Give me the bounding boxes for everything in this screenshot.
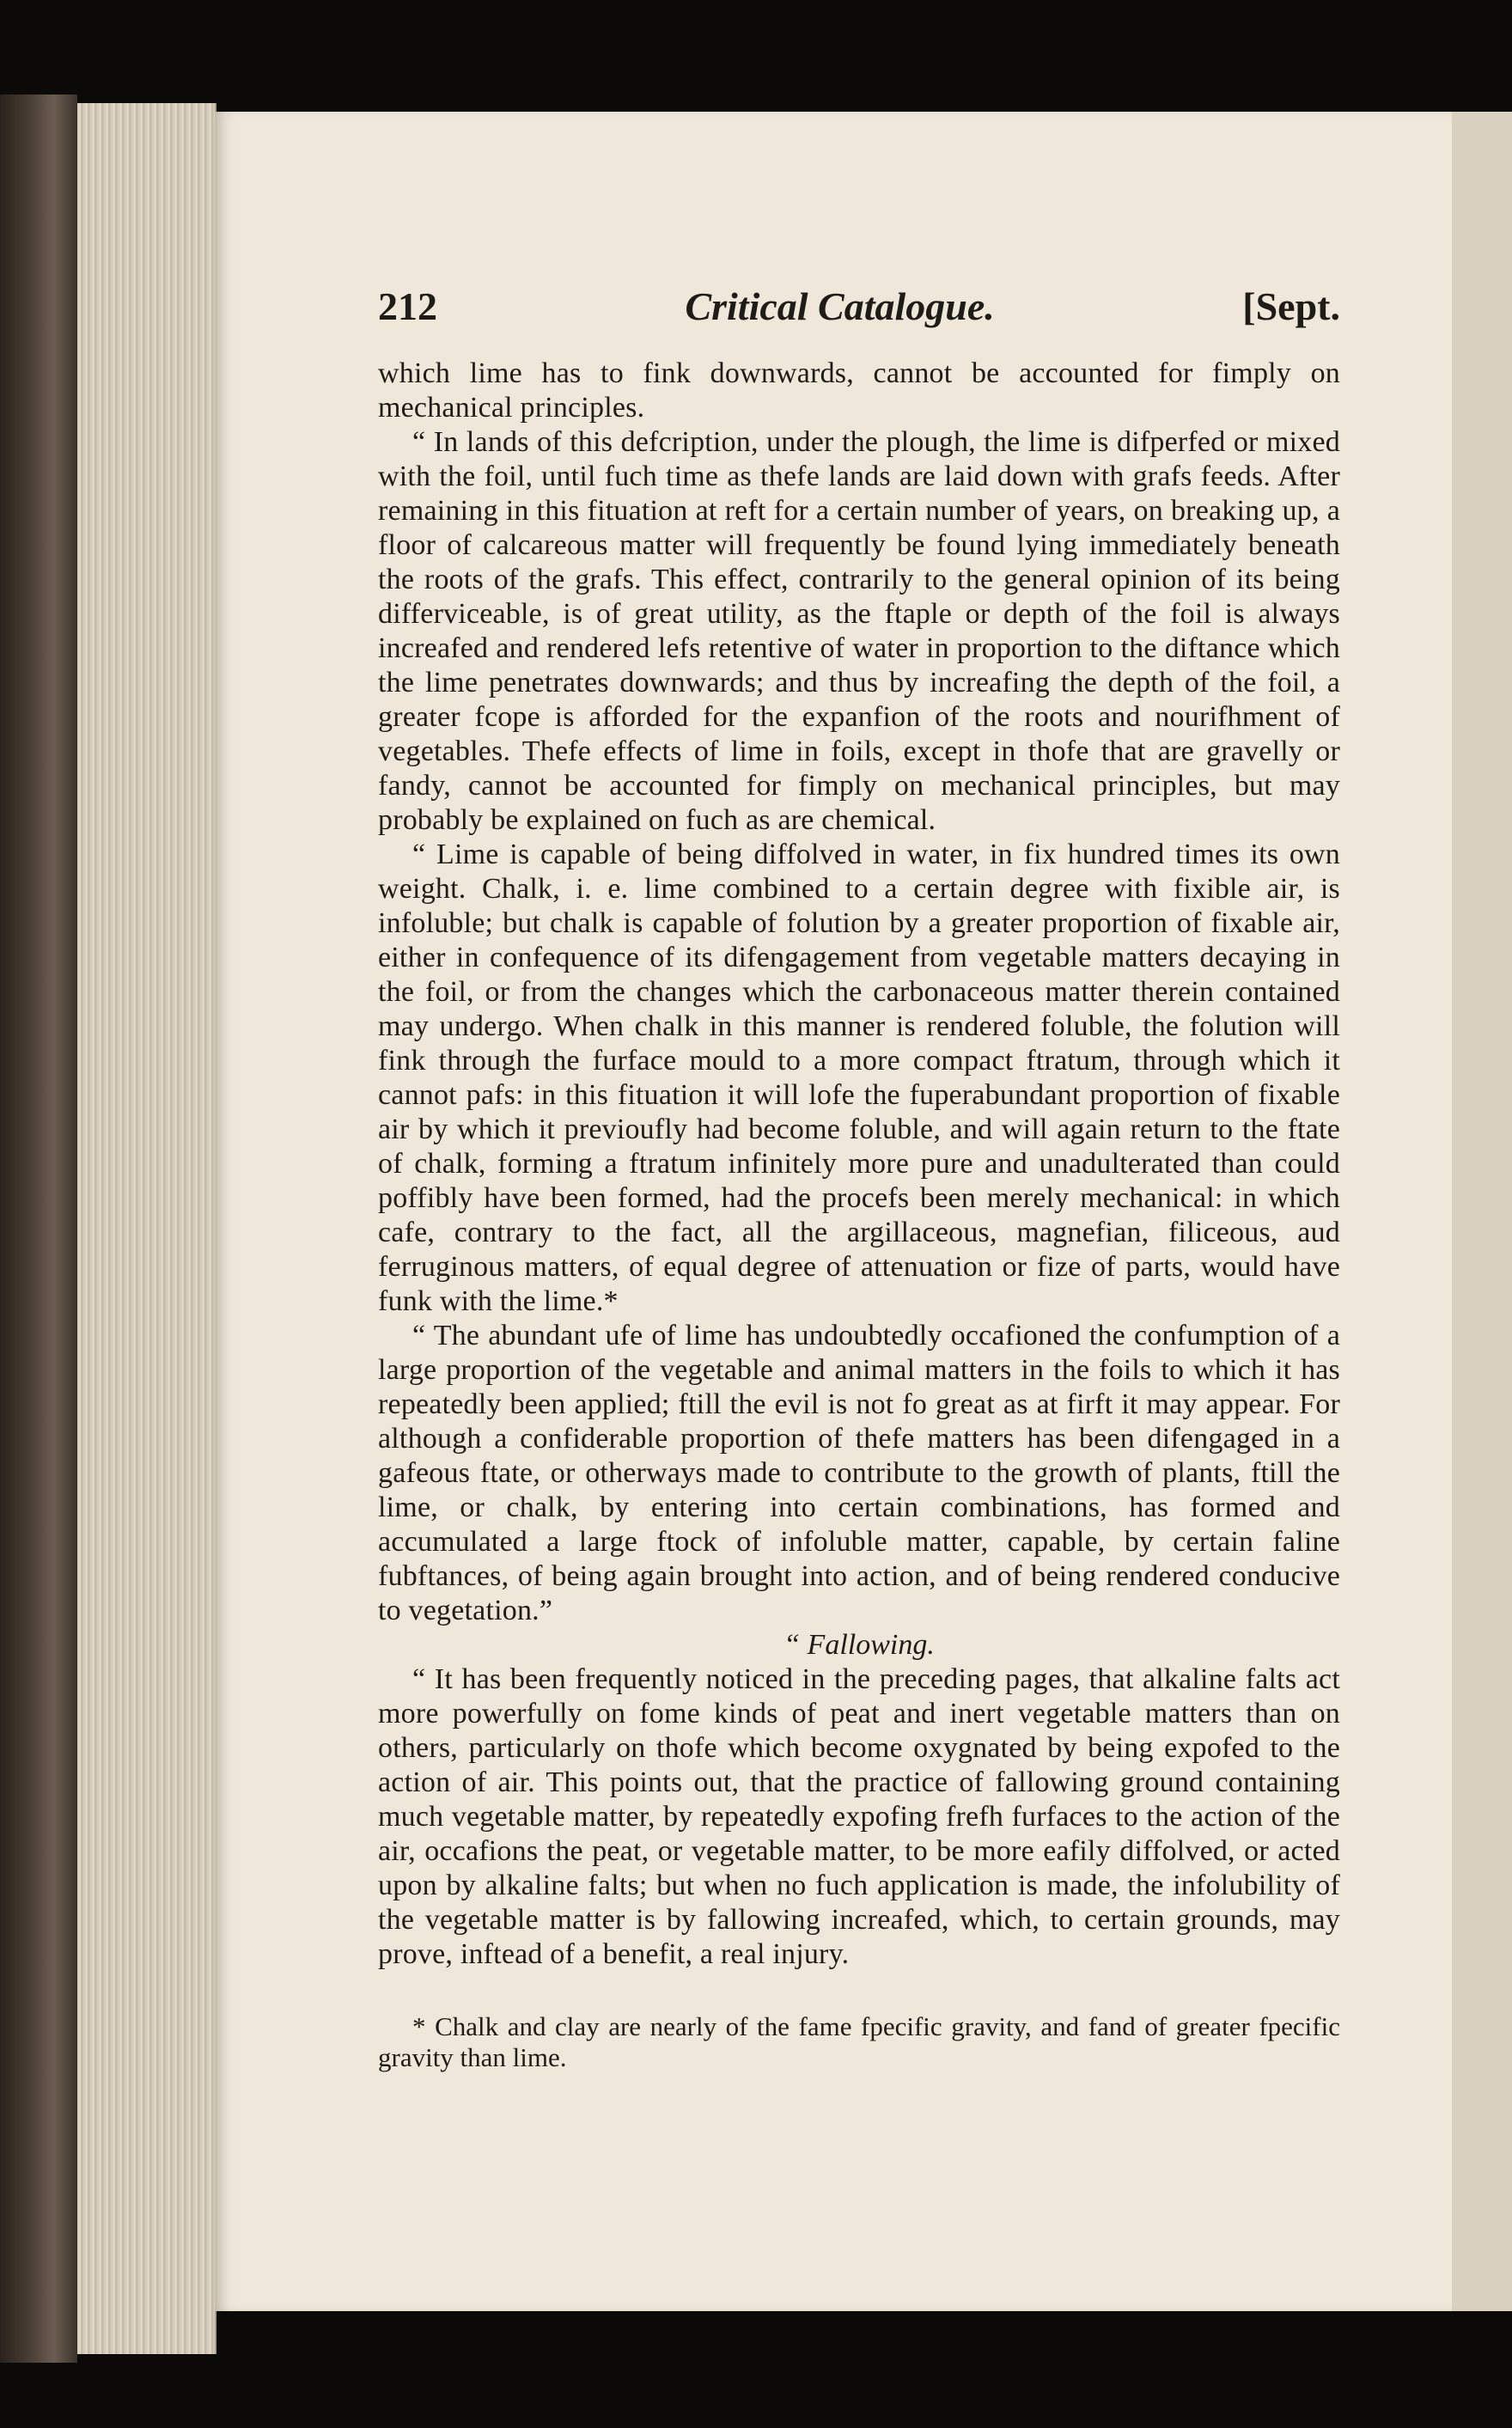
section-heading-fallowing: “ Fallowing. xyxy=(783,1629,935,1661)
paragraph-continued: which lime has to fink downwards, cannot be accounted for fimply on mechanical principles. xyxy=(378,357,1340,424)
running-title: Critical Catalogue. xyxy=(685,284,995,328)
facing-page-edge xyxy=(1452,112,1512,2311)
page-number: 212 xyxy=(378,284,437,328)
paragraph-fallowing: “ It has been frequently noticed in the preceding pages, that alkaline falts act more powerfully on fome kinds of peat and inert vegetable matters than on others, particularly on thofe which become oxygnated by being expofed to the action of air. This points out, that the practice of fallowing ground containing much vegetable matter, by repeatedly expofing frefh furfaces to the action of the air, occafions the peat, or vegetable matter, to be more eafily diffolved, or acted upon by alkaline falts; but when no fuch application is made, the infolubility of the vegetable matter is by fallowing increafed, which, to certain grounds, may prove, inftead of a benefit, a real injury. xyxy=(378,1663,1340,1970)
paragraph-lime-use: “ The abundant ufe of lime has undoubtedly occafioned the confumption of a large proportion of the vegetable and animal matters in the foils to which it has repeatedly been applied; ftill the evil is not fo great as at firft it may appear. For although a confiderable proportion of thefe matters has been difengaged in a gafeous ftate, or otherways made to contribute to the growth of plants, ftill the lime, or chalk, by entering into certain combinations, has formed and accumulated a large ftock of infoluble matter, capable, by certain faline fubftances, of being again brought into action, and of being rendered conducive to vegetation.” xyxy=(378,1320,1340,1626)
book-binding xyxy=(0,95,77,2363)
page-content xyxy=(378,284,1340,2260)
book-page xyxy=(215,112,1452,2311)
header-month: [Sept. xyxy=(1242,284,1340,328)
page-edges xyxy=(77,103,216,2354)
footnote: * Chalk and clay are nearly of the fame fpecific gravity, and fand of greater fpecific gravity than lime. xyxy=(378,2011,1340,2072)
paragraph-lime-solubility: “ Lime is capable of being diffolved in water, in fix hundred times its own weight. Chalk, i. e. lime combined to a certain degree with fixible air, is infoluble; but chalk is capable of folution by a greater proportion of fixable air, either in confequence of its difengagement from vegetable matters decaying in the foil, or from the changes which the carbonaceous matter therein contained may undergo. When chalk in this manner is rendered foluble, the folution will fink through the furface mould to a more compact ftratum, through which it cannot pafs: in this fituation it will lofe the fuperabundant proportion of fixable air by which it previoufly had become foluble, and will again return to the ftate of chalk, forming a ftratum infinitely more pure and unadulterated than could poffibly have been formed, had the procefs been merely mechanical: in which cafe, contrary to the fact, all the argillaceous, magnefian, filiceous, aud ferruginous matters, of equal degree of attenuation or fize of parts, would have funk with the lime.* xyxy=(378,839,1340,1317)
paragraph-lime-lands: “ In lands of this defcription, under the plough, the lime is difperfed or mixed with the foil, until fuch time as thefe lands are laid down with grafs feeds. After remaining in this fituation at reft for a certain number of years, on breaking up, a floor of calcareous matter will frequently be found lying immediately beneath the roots of the grafs. This effect, contrarily to the general opinion of its being differviceable, is of great utility, as the ftaple or depth of the foil is always increafed and rendered lefs retentive of water in proportion to the diftance which the lime penetrates downwards; and thus by increafing the depth of the foil, a greater fcope is afforded for the expanfion of the roots and nourifhment of vegetables. Thefe effects of lime in foils, except in thofe that are gravelly or fandy, cannot be accounted for fimply on mechanical principles, but may probably be explained on fuch as are chemical. xyxy=(378,426,1340,836)
running-header xyxy=(378,284,1340,329)
